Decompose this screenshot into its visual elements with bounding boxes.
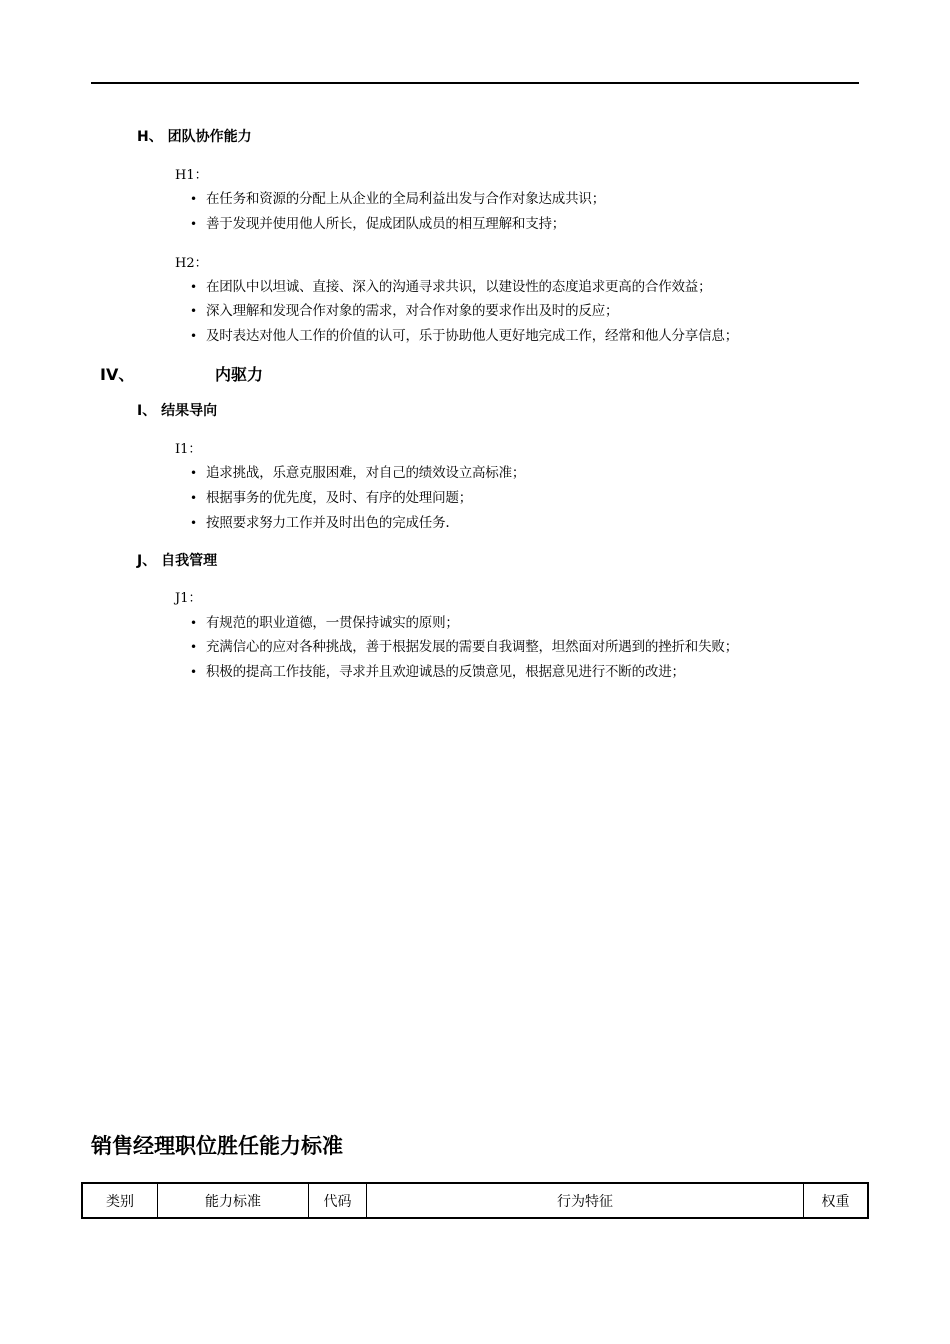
col-standard: 能力标准 — [158, 1183, 309, 1218]
part-iv-title: 内驱力 — [215, 365, 264, 384]
col-weight: 权重 — [804, 1183, 869, 1218]
list-item: • 善于发现并使用他人所长，促成团队成员的相互理解和支持； — [190, 216, 566, 232]
section-i-heading: I、 结果导向 — [137, 403, 218, 419]
list-item: • 追求挑战，乐意克服困难，对自己的绩效设立高标准； — [190, 465, 526, 481]
section-h-heading: H、 团队协作能力 — [137, 129, 252, 145]
bullet-icon: • — [190, 329, 197, 343]
bullet-icon: • — [190, 491, 197, 505]
bullet-icon: • — [190, 192, 197, 206]
bullet-icon: • — [190, 217, 197, 231]
table-header-row — [82, 1183, 868, 1218]
col-behavior: 行为特征 — [367, 1183, 804, 1218]
competency-table — [81, 1182, 869, 1219]
list-item: • 在任务和资源的分配上从企业的全局利益出发与合作对象达成共识； — [190, 191, 605, 207]
level-code-i1: I1： — [175, 442, 202, 457]
bullet-icon: • — [190, 304, 197, 318]
level-code-h1: H1： — [175, 168, 208, 183]
bullet-icon: • — [190, 640, 197, 654]
list-item: • 有规范的职业道德，一贯保持诚实的原则； — [190, 615, 459, 631]
list-item: • 在团队中以坦诚、直接、深入的沟通寻求共识，以建设性的态度追求更高的合作效益； — [190, 279, 712, 295]
list-item: • 充满信心的应对各种挑战，善于根据发展的需要自我调整，坦然面对所遇到的挫折和失败； — [190, 639, 738, 655]
document-title: 销售经理职位胜任能力标准 — [91, 1134, 343, 1158]
list-item: • 按照要求努力工作并及时出色的完成任务. — [190, 515, 450, 531]
list-item: • 积极的提高工作技能，寻求并且欢迎诚恳的反馈意见，根据意见进行不断的改进； — [190, 664, 685, 680]
bullet-icon: • — [190, 466, 197, 480]
header-rule — [91, 82, 859, 84]
level-code-h2: H2： — [175, 256, 208, 271]
list-item: • 根据事务的优先度，及时、有序的处理问题； — [190, 490, 472, 506]
list-item: • 及时表达对他人工作的价值的认可，乐于协助他人更好地完成工作，经常和他人分享信息； — [190, 328, 738, 344]
section-j-heading: J、 自我管理 — [137, 553, 218, 569]
col-code: 代码 — [309, 1183, 367, 1218]
bullet-icon: • — [190, 516, 197, 530]
bullet-icon: • — [190, 665, 197, 679]
bullet-icon: • — [190, 280, 197, 294]
col-category: 类别 — [82, 1183, 158, 1218]
list-item: • 深入理解和发现合作对象的需求，对合作对象的要求作出及时的反应； — [190, 303, 619, 319]
part-iv-numeral: IV、 — [100, 365, 135, 384]
bullet-icon: • — [190, 616, 197, 630]
level-code-j1: J1： — [175, 591, 202, 606]
